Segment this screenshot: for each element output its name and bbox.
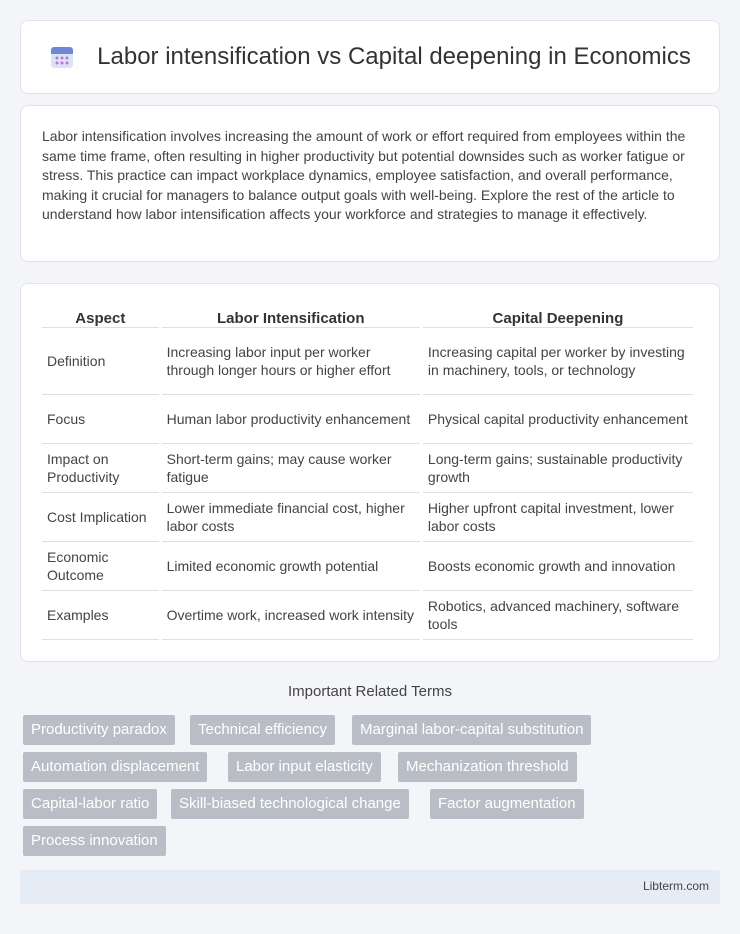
- tag-process-innovation[interactable]: Process innovation: [23, 826, 166, 856]
- row-aspect: Economic Outcome: [42, 542, 159, 591]
- row-aspect: Cost Implication: [42, 493, 159, 542]
- row-capital: Robotics, advanced machinery, software tools: [423, 591, 693, 640]
- row-capital: Boosts economic growth and innovation: [423, 542, 693, 591]
- tag-productivity-paradox[interactable]: Productivity paradox: [23, 715, 175, 745]
- row-labor: Human labor productivity enhancement: [162, 395, 420, 444]
- table-row: [42, 444, 693, 493]
- tag-skill-biased-technological-change[interactable]: Skill-biased technological change: [171, 789, 409, 819]
- tag-technical-efficiency[interactable]: Technical efficiency: [190, 715, 335, 745]
- tag-labor-input-elasticity[interactable]: Labor input elasticity: [228, 752, 381, 782]
- tag-mechanization-threshold[interactable]: Mechanization threshold: [398, 752, 577, 782]
- table-row: [42, 328, 693, 395]
- row-labor: Lower immediate financial cost, higher labor costs: [162, 493, 420, 542]
- row-aspect: Impact on Productivity: [42, 444, 159, 493]
- tag-marginal-labor-capital-substitution[interactable]: Marginal labor-capital substitution: [352, 715, 591, 745]
- intro-paragraph: Labor intensification involves increasing the amount of work or effort required from employees within the same time frame, often resulting in higher productivity but potential downsides such as worker fatigue or stress. This practice can impact workplace dynamics, employee satisfaction, and overall performance, making it crucial for managers to balance output goals with well-being. Explore the rest of the article to understand how labor intensification affects your workforce and strategies to manage it effectively.: [42, 128, 686, 222]
- header-capital-deepening: Capital Deepening: [423, 304, 693, 328]
- row-aspect: Definition: [42, 328, 159, 395]
- tag-automation-displacement[interactable]: Automation displacement: [23, 752, 207, 782]
- row-labor: Increasing labor input per worker through longer hours or higher effort: [162, 328, 420, 395]
- table-header-row: [42, 304, 693, 328]
- comparison-card: [20, 283, 720, 662]
- footer: [20, 870, 720, 904]
- table-row: [42, 591, 693, 640]
- row-aspect: Examples: [42, 591, 159, 640]
- related-terms-title: Important Related Terms: [288, 683, 452, 700]
- header-labor-intensification: Labor Intensification: [162, 304, 420, 328]
- footer-site-link[interactable]: Libterm.com: [642, 879, 709, 893]
- comparison-table: [39, 304, 696, 640]
- intro-card: [20, 105, 720, 262]
- row-labor: Limited economic growth potential: [162, 542, 420, 591]
- tag-factor-augmentation[interactable]: Factor augmentation: [430, 789, 584, 819]
- table-row: [42, 542, 693, 591]
- header-aspect: Aspect: [42, 304, 159, 328]
- page-title: Labor intensification vs Capital deepening in Economics: [97, 43, 691, 70]
- row-labor: Short-term gains; may cause worker fatigue: [162, 444, 420, 493]
- row-labor: Overtime work, increased work intensity: [162, 591, 420, 640]
- calendar-icon: [49, 44, 75, 70]
- row-capital: Long-term gains; sustainable productivity growth: [423, 444, 693, 493]
- row-capital: Increasing capital per worker by investing in machinery, tools, or technology: [423, 328, 693, 395]
- row-capital: Physical capital productivity enhancement: [423, 395, 693, 444]
- row-capital: Higher upfront capital investment, lower labor costs: [423, 493, 693, 542]
- table-row: [42, 395, 693, 444]
- table-row: [42, 493, 693, 542]
- tag-capital-labor-ratio[interactable]: Capital-labor ratio: [23, 789, 157, 819]
- header-card: [20, 20, 720, 94]
- row-aspect: Focus: [42, 395, 159, 444]
